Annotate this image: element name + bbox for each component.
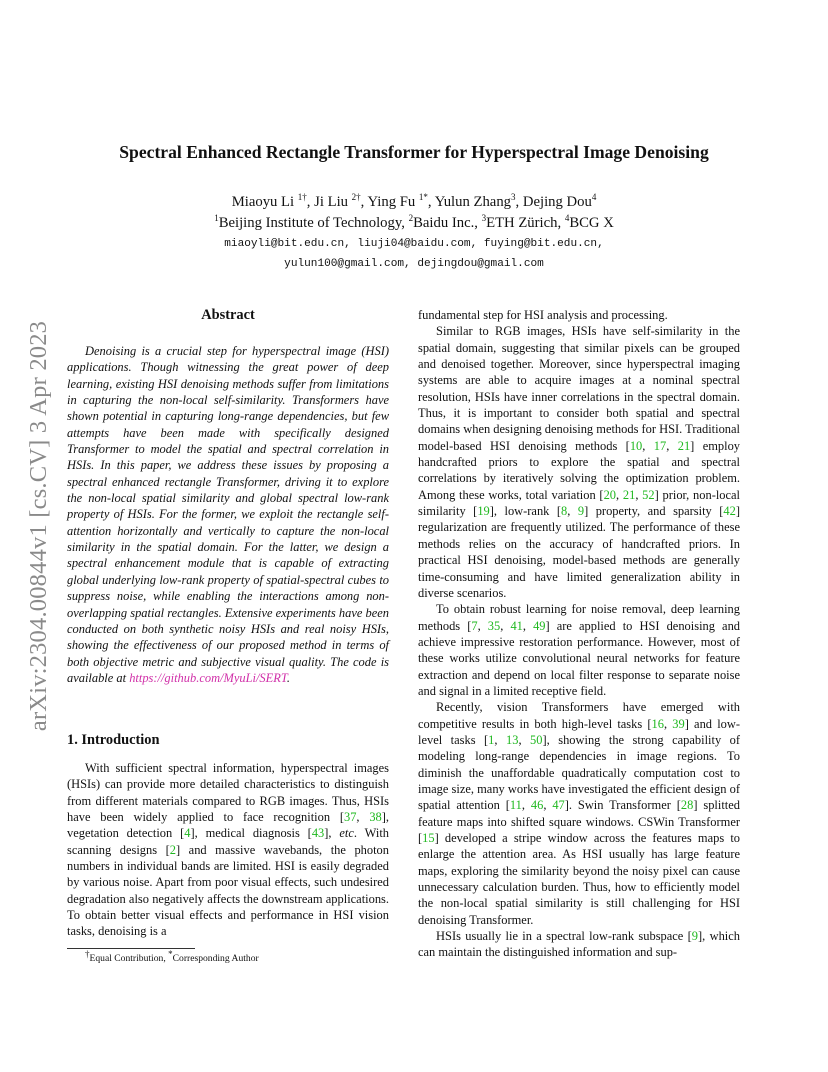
citation-link[interactable]: 16 xyxy=(651,716,664,731)
affil-sup: 4 xyxy=(564,213,570,224)
arxiv-identifier-sidebar xyxy=(18,286,60,766)
paragraph: Similar to RGB images, HSIs have self-similarity in the spatial domain, suggesting that similar pixels can be grouped and denoised together. Moreover, since hyperspectral imaging systems are able to acquire images at a nominal spectral resolution, HSIs have inner correlations in the spectral domain. Thus, it is important to consider both spatial and spectral domains when designing denoising methods for HSI. Traditional model-based HSI denoising methods [10, 17, 21] employ handcrafted priors to explore the spatial and spectral correlations by iteratively solving the optimization problem. Among these works, total variation [20, 21, 52] prior, non-local similarity [19], low-rank [8, 9] property, and sparsity [42] regularization are frequently utilized. The performance of these methods relies on the accuracy of handcrafted priors. In practical HSI denoising, model-based methods are generally time-consuming and have limited generalization ability in diverse scenarios. xyxy=(418,324,741,600)
citation-link[interactable]: 2 xyxy=(169,842,176,857)
footnote-text: Equal Contribution, xyxy=(89,953,169,964)
citation-link[interactable]: 42 xyxy=(723,504,736,519)
citation-link[interactable]: 10 xyxy=(629,438,643,453)
citation-link[interactable]: 1 xyxy=(488,732,495,747)
citation-link[interactable]: 43 xyxy=(311,826,325,841)
text: ] splitted feature maps into shifted square windows. CSWin Transformer [ xyxy=(418,798,740,845)
footnote-mark: * xyxy=(168,948,173,959)
citation-link[interactable]: 4 xyxy=(184,826,191,841)
text: ] prior, non-local similarity [ xyxy=(418,487,741,519)
email-line[interactable]: yulun100@gmail.com, dejingdou@gmail.com xyxy=(284,258,544,270)
citation-link[interactable]: 37 xyxy=(343,810,357,825)
text: , xyxy=(356,810,370,825)
abstract-heading: Abstract xyxy=(201,307,255,323)
citation-link[interactable]: 21 xyxy=(677,438,691,453)
citation-link[interactable]: 8 xyxy=(561,504,568,519)
citation-link[interactable]: 41 xyxy=(510,618,523,633)
citation-link[interactable]: 15 xyxy=(422,831,435,845)
citation-link[interactable]: 47 xyxy=(552,798,565,813)
paragraph: Recently, vision Transformers have emerged with competitive results in both high-level tasks [16, 39] and low-level tasks [1, 13, 50], showing the strong capability of modeling long-range dependencies in image regions. To diminish the unaffordable quadratically computation cost to image size, many works have investigated the efficient design of spatial attention [11, 46, 47]. Swin Transformer [28] splitted feature maps into shifted square windows. CSWin Transformer [15] developed a stripe window across the features maps to enlarge the attention area. As HSI usually has large feature maps, exploring the similarity beyond the noisy pixel can cause unnecessary calculation burden. Thus, how to efficiently model the non-local spatial similarity is still challenging for HSI denoising Transformer. xyxy=(418,700,741,927)
citation-link[interactable]: 9 xyxy=(691,929,699,944)
paragraph: To obtain robust learning for noise removal, deep learning methods [7, 35, 41, 49] are applied to HSI denoising and achieve impressive restoration performance. However, most of these works utilize convolutional neural networks for feature extraction and depend on local filter response to separate noise and signal in a limited receptive field. xyxy=(418,602,741,698)
citation-link[interactable]: 52 xyxy=(642,487,655,502)
author-sup: 1* xyxy=(418,192,428,203)
citation-link[interactable]: 50 xyxy=(530,732,543,747)
right-column xyxy=(418,307,740,961)
citation-link[interactable]: 28 xyxy=(680,798,694,813)
citation-link[interactable]: 35 xyxy=(487,618,501,633)
text: ]. Swin Transformer [ xyxy=(564,798,681,813)
author-name: Miaoyu Li xyxy=(231,194,295,210)
citation-link[interactable]: 20 xyxy=(603,487,617,502)
citation-link[interactable]: 13 xyxy=(506,732,519,747)
text-italic: etc xyxy=(339,826,354,841)
citation-link[interactable]: 19 xyxy=(477,504,490,519)
text: ], showing the strong capability of modeling long-range dependencies in image regions. To diminish the unaffordable quadratically computation cost to image size, many works have investigated the efficient design of spatial attention [ xyxy=(418,732,741,813)
author-name: Yulun Zhang xyxy=(434,194,512,210)
text: HSIs usually lie in a spectral low-rank subspace [ xyxy=(436,929,692,944)
text: ], which can maintain the distinguished information and sup- xyxy=(418,929,740,960)
text: . With scanning designs [ xyxy=(67,826,390,857)
author-block xyxy=(0,192,828,234)
text: ], medical diagnosis [ xyxy=(190,826,312,841)
affil-sup: 2 xyxy=(408,213,414,224)
author-sup: 4 xyxy=(591,192,597,203)
author-name: Dejing Dou xyxy=(522,194,592,210)
affiliation: Baidu Inc., xyxy=(413,215,482,231)
paragraph xyxy=(418,928,740,961)
affil-sup: 3 xyxy=(481,213,487,224)
author-sup: 3 xyxy=(511,192,516,203)
citation-link[interactable]: 49 xyxy=(533,618,546,633)
citation-link[interactable]: 17 xyxy=(653,438,667,453)
affiliation: ETH Zürich, xyxy=(486,215,565,231)
text: ], xyxy=(324,826,340,841)
citation-link[interactable]: 21 xyxy=(622,487,636,502)
citation-link[interactable]: 46 xyxy=(530,798,544,813)
citation-link[interactable]: 39 xyxy=(672,716,685,731)
text: ], vegetation detection [ xyxy=(67,810,390,841)
text: ] and massive wavebands, the photon numbers in individual bands are limited. HSI is easily degraded by various noise. Apart from poor visual effects, such undesired degradation also negatively affects the downstream applications. To obtain better visual effects and performance in HSI vision tasks, denoising is a xyxy=(67,842,389,939)
text: ] employ handcrafted priors to explore the spatial and spectral correlations by iteratively solving the optimization problem. Among these works, total variation [ xyxy=(418,438,741,502)
paper-title: Spectral Enhanced Rectangle Transformer for Hyperspectral Image Denoising xyxy=(119,142,709,162)
text: Similar to RGB images, HSIs have self-similarity in the spatial domain, suggesting that similar pixels can be grouped and denoised together. Moreover, since hyperspectral imaging systems are able to acquire images at a nominal spectral resolution, HSIs have inner correlations in the spectral domain. Thus, it is important to consider both spatial and spectral domains when designing denoising methods for HSI. Traditional model-based HSI denoising methods [ xyxy=(418,324,740,453)
affil-sup: 1 xyxy=(214,213,219,224)
text: ], low-rank [ xyxy=(489,504,562,519)
affiliation-list xyxy=(0,213,828,234)
section-heading-introduction: 1. Introduction xyxy=(67,732,160,748)
email-line[interactable]: miaoyli@bit.edu.cn, liuji04@baidu.com, fuying@bit.edu.cn, xyxy=(224,238,604,250)
footnote-text: Corresponding Author xyxy=(172,953,259,964)
paragraph: fundamental step for HSI analysis and processing. xyxy=(418,308,668,322)
email-block xyxy=(0,234,828,274)
citation-link[interactable]: 9 xyxy=(577,504,585,519)
author-sup: 1† xyxy=(297,192,307,203)
text: With sufficient spectral information, hyperspectral images (HSIs) can provide more detailed characteristics to distinguish from different materials compared to RGB images. Thus, HSIs have been widely applied to face recognition [ xyxy=(67,761,389,825)
author-list: Miaoyu Li $^{1\dagger}$, Ji Liu $^{2\dagger}$, Ying Fu $^{1*}$, Yulun Zhang$^3$, Dejing Dou$^4$ xyxy=(231,192,597,210)
paragraph xyxy=(67,760,389,940)
text: ] regularization are frequently utilized. The performance of these methods relies on the accuracy of handcrafted priors. In practical HSI denoising, model-based methods are generally time-consuming and have limited generalization ability in diverse scenarios. xyxy=(418,504,741,600)
author-name: Ji Liu xyxy=(314,194,348,210)
text: To obtain robust learning for noise removal, deep learning methods [ xyxy=(418,602,740,633)
text: ] and low-level tasks [ xyxy=(418,716,740,747)
text: ] developed a stripe window across the features maps to enlarge the attention area. As HSI usually has large feature maps, exploring the similarity beyond the noisy pixel can cause unnecessary calculation burden. Thus, how to efficiently model the non-local spatial similarity is still challenging for HSI denoising Transformer. xyxy=(418,831,740,927)
abstract-text: Denoising is a crucial step for hyperspectral image (HSI) applications. Though witnessing the great power of deep learning, existing HSI denoising methods suffer from limitations in capturing the non-local self-similarity. Transformers have shown potential in capturing long-range dependencies, but few attempts have been made with specifically designed Transformer to model the spatial and spectral correlation in HSIs. In this paper, we address these issues by proposing a spectral enhanced rectangle Transformer, driving it to explore the non-local spatial similarity and global spectral low-rank property of HSIs. For the former, we exploit the rectangle self-attention horizontally and vertically to capture the non-local similarity in the spatial domain. For the latter, we design a spectral enhancement module that is capable of extracting global underlying low-rank property of spatial-spectral cubes to suppress noise, while enabling the interactions among non-overlapping spatial rectangles. Extensive experiments have been conducted on both synthetic noisy HSIs and real noisy HSIs, showing the effectiveness of our proposed method in terms of both objective metric and subjective visual quality. The code is available at xyxy=(67,344,389,685)
text: ] are applied to HSI denoising and achieve impressive restoration performance. However, most of these works utilize convolutional neural networks for feature extraction and depend on local filter response to separate noise and signal in a limited receptive field. xyxy=(418,618,741,698)
citation-link[interactable]: 38 xyxy=(369,810,382,825)
affiliation: Beijing Institute of Technology, xyxy=(218,215,409,231)
code-link[interactable]: https://github.com/MyuLi/SERT xyxy=(129,670,287,685)
author-name: Ying Fu xyxy=(367,194,416,210)
citation-link[interactable]: 7 xyxy=(471,618,478,633)
author-sup: 2† xyxy=(351,192,361,203)
introduction-body xyxy=(67,760,389,940)
text: Recently, vision Transformers have emerged with competitive results in both high-level tasks [ xyxy=(418,700,740,731)
punct: . xyxy=(286,670,290,685)
footnote-mark: † xyxy=(85,948,90,959)
abstract-body xyxy=(67,343,389,686)
footnote xyxy=(85,948,259,964)
arxiv-identifier: arXiv:2304.00844v1 [cs.CV] 3 Apr 2023 xyxy=(25,320,52,732)
affiliation: BCG X xyxy=(569,215,614,231)
text: ] property, and sparsity [ xyxy=(584,504,724,519)
citation-link[interactable]: 11 xyxy=(509,798,522,813)
